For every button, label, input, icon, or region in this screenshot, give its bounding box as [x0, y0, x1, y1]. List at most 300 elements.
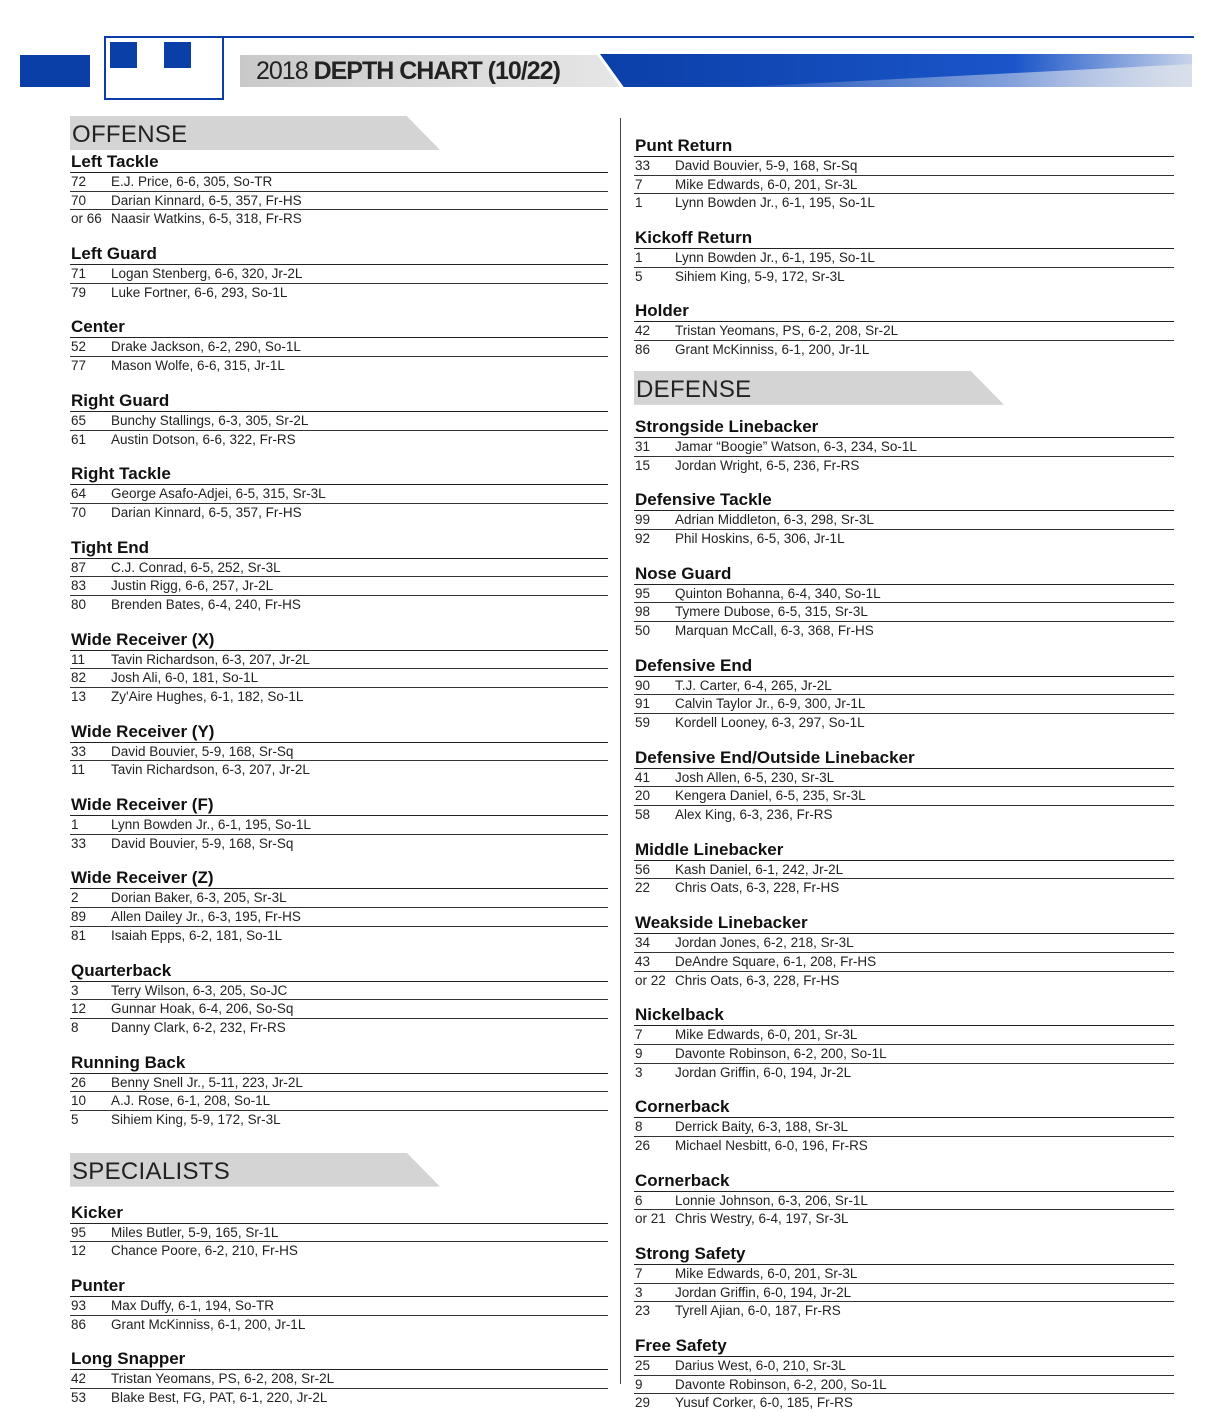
player-row	[70, 596, 608, 614]
position-title: Center	[70, 317, 608, 338]
player-row	[634, 934, 1174, 953]
player-row	[70, 1111, 608, 1129]
player-row	[70, 1389, 608, 1407]
position-title: Punt Return	[634, 136, 1174, 157]
player-info: Josh Ali, 6-0, 181, So-1L	[111, 670, 259, 686]
jersey-number: 20	[635, 788, 651, 804]
offense-section	[70, 116, 608, 1129]
jersey-number: 9	[635, 1376, 643, 1392]
section-header-specialists	[70, 1153, 608, 1187]
jersey-number: 8	[635, 1119, 643, 1135]
player-info: Jamar “Boogie” Watson, 6-3, 234, So-1L	[675, 438, 917, 454]
jersey-number: 80	[71, 596, 87, 612]
jersey-number: 3	[635, 1284, 643, 1300]
player-row	[70, 982, 608, 1001]
player-info: Yusuf Corker, 6-0, 185, Fr-RS	[675, 1395, 853, 1411]
player-info: Chance Poore, 6-2, 210, Fr-HS	[111, 1243, 298, 1259]
jersey-number: 12	[71, 1243, 87, 1259]
jersey-number: 34	[635, 935, 651, 951]
player-row	[634, 322, 1174, 341]
player-row	[634, 268, 1174, 286]
jersey-number: 22	[635, 880, 651, 896]
position-title: Wide Receiver (Z)	[70, 868, 608, 889]
player-info: Chris Westry, 6-4, 197, Sr-3L	[675, 1211, 849, 1227]
player-row	[634, 714, 1174, 732]
jersey-number: 90	[635, 677, 651, 693]
position-title: Long Snapper	[70, 1349, 608, 1370]
section-title: SPECIALISTS	[72, 1157, 231, 1185]
player-info: Chris Oats, 6-3, 228, Fr-HS	[675, 972, 840, 988]
player-row	[634, 1118, 1174, 1137]
player-row	[634, 787, 1174, 806]
player-row	[634, 530, 1174, 548]
position-block	[70, 630, 608, 706]
player-row	[70, 1092, 608, 1111]
player-info: Kash Daniel, 6-1, 242, Jr-2L	[675, 861, 844, 877]
jersey-number: 11	[71, 651, 86, 667]
player-info: Bunchy Stallings, 6-3, 305, Sr-2L	[111, 412, 309, 428]
position-title: Free Safety	[634, 1336, 1174, 1357]
player-info: Benny Snell Jr., 5-11, 223, Jr-2L	[111, 1074, 303, 1090]
jersey-number: 23	[635, 1303, 651, 1319]
player-row	[634, 176, 1174, 195]
jersey-number: 59	[635, 715, 651, 730]
player-info: Kengera Daniel, 6-5, 235, Sr-3L	[675, 788, 866, 804]
player-info: Logan Stenberg, 6-6, 320, Jr-2L	[111, 266, 303, 282]
header-accent-bar	[20, 55, 90, 87]
player-info: Blake Best, FG, PAT, 6-1, 220, Jr-2L	[111, 1390, 328, 1406]
jersey-number: 82	[71, 670, 87, 686]
checkerboard-logo-icon	[104, 36, 224, 100]
player-row	[70, 1019, 608, 1037]
position-title: Middle Linebacker	[634, 840, 1174, 861]
player-info: David Bouvier, 5-9, 168, Sr-Sq	[675, 158, 858, 173]
jersey-number: 58	[635, 807, 651, 823]
jersey-number: 70	[71, 192, 87, 208]
position-title: Defensive End/Outside Linebacker	[634, 748, 1174, 769]
player-row	[634, 603, 1174, 622]
player-info: Josh Allen, 6-5, 230, Sr-3L	[675, 769, 835, 785]
position-block	[70, 1053, 608, 1129]
player-info: Lynn Bowden Jr., 6-1, 195, So-1L	[675, 195, 875, 211]
position-title: Kicker	[70, 1203, 608, 1224]
position-block	[70, 391, 608, 448]
player-row	[70, 927, 608, 945]
position-block	[70, 795, 608, 852]
position-block	[70, 317, 608, 374]
player-info: Jordan Wright, 6-5, 236, Fr-RS	[675, 457, 860, 473]
player-info: Darian Kinnard, 6-5, 357, Fr-HS	[111, 192, 302, 208]
player-row	[70, 835, 608, 853]
position-title: Quarterback	[70, 961, 608, 982]
player-row	[70, 816, 608, 835]
player-info: Tristan Yeomans, PS, 6-2, 208, Sr-2L	[111, 1371, 335, 1387]
position-title: Weakside Linebacker	[634, 913, 1174, 934]
position-block	[634, 840, 1174, 897]
jersey-number: 83	[71, 578, 87, 594]
position-block	[634, 1005, 1174, 1081]
jersey-number: 77	[71, 358, 87, 374]
player-row	[70, 1297, 608, 1316]
player-row	[70, 1242, 608, 1260]
player-row	[70, 284, 608, 302]
position-title: Defensive End	[634, 656, 1174, 677]
player-info: T.J. Carter, 6-4, 265, Jr-2L	[675, 677, 832, 693]
position-title: Cornerback	[634, 1171, 1174, 1192]
player-info: Calvin Taylor Jr., 6-9, 300, Jr-1L	[675, 696, 866, 712]
player-row	[634, 861, 1174, 880]
jersey-number: or 22	[635, 972, 666, 988]
position-block	[634, 1097, 1174, 1154]
jersey-number: 50	[635, 622, 651, 638]
player-row	[634, 157, 1174, 176]
position-block	[634, 564, 1174, 640]
position-block	[634, 748, 1174, 824]
column-divider	[620, 118, 621, 1384]
specialists-section	[70, 1153, 608, 1407]
player-row	[634, 1376, 1174, 1395]
player-info: Phil Hoskins, 6-5, 306, Jr-1L	[675, 530, 845, 546]
jersey-number: 11	[71, 762, 86, 778]
player-info: Max Duffy, 6-1, 194, So-TR	[111, 1298, 275, 1313]
player-row	[70, 431, 608, 449]
player-info: David Bouvier, 5-9, 168, Sr-Sq	[111, 835, 294, 851]
player-info: David Bouvier, 5-9, 168, Sr-Sq	[111, 743, 294, 759]
jersey-number: 1	[635, 195, 643, 211]
player-info: Lynn Bowden Jr., 6-1, 195, So-1L	[675, 250, 875, 266]
position-title: Left Tackle	[70, 152, 608, 173]
player-row	[70, 173, 608, 192]
position-block	[634, 228, 1174, 285]
position-block	[70, 1203, 608, 1260]
return-positions	[634, 136, 1174, 359]
player-info: Darian Kinnard, 6-5, 357, Fr-HS	[111, 504, 302, 520]
jersey-number: 8	[71, 1019, 79, 1035]
player-info: Justin Rigg, 6-6, 257, Jr-2L	[111, 578, 274, 594]
player-info: Grant McKinniss, 6-1, 200, Jr-1L	[675, 342, 870, 358]
jersey-number: 29	[635, 1395, 651, 1411]
player-row	[70, 1316, 608, 1334]
player-row	[70, 651, 608, 670]
jersey-number: 99	[635, 512, 651, 528]
player-info: Jordan Jones, 6-2, 218, Sr-3L	[675, 935, 854, 951]
jersey-number: 86	[635, 342, 651, 358]
player-info: Sihiem King, 5-9, 172, Sr-3L	[675, 268, 845, 284]
player-row	[634, 1357, 1174, 1376]
position-title: Strongside Linebacker	[634, 417, 1174, 438]
jersey-number: 7	[635, 1266, 643, 1281]
player-info: Mike Edwards, 6-0, 201, Sr-3L	[675, 1027, 858, 1043]
jersey-number: 65	[71, 412, 87, 428]
position-block	[634, 490, 1174, 547]
section-header-offense	[70, 116, 608, 150]
jersey-number: 98	[635, 604, 651, 620]
jersey-number: 42	[635, 323, 651, 339]
jersey-number: 2	[71, 890, 79, 906]
section-header-defense	[634, 371, 1174, 405]
player-row	[634, 438, 1174, 457]
player-info: Tymere Dubose, 6-5, 315, Sr-3L	[675, 604, 868, 620]
player-info: Mike Edwards, 6-0, 201, Sr-3L	[675, 176, 858, 192]
position-title: Kickoff Return	[634, 228, 1174, 249]
position-block	[634, 1336, 1174, 1412]
player-info: Tavin Richardson, 6-3, 207, Jr-2L	[111, 651, 310, 667]
player-info: Jordan Griffin, 6-0, 194, Jr-2L	[675, 1284, 852, 1300]
position-block	[70, 538, 608, 614]
player-info: Brenden Bates, 6-4, 240, Fr-HS	[111, 596, 301, 612]
position-block	[70, 1349, 608, 1406]
position-title: Punter	[70, 1276, 608, 1297]
player-row	[634, 1045, 1174, 1064]
player-info: C.J. Conrad, 6-5, 252, Sr-3L	[111, 559, 281, 575]
player-info: Mason Wolfe, 6-6, 315, Jr-1L	[111, 358, 285, 374]
position-block	[70, 722, 608, 779]
jersey-number: 95	[71, 1224, 87, 1240]
jersey-number: 33	[71, 835, 87, 851]
jersey-number: 92	[635, 530, 651, 546]
player-row	[70, 761, 608, 779]
jersey-number: 41	[635, 769, 651, 785]
header-rule	[224, 36, 1194, 38]
jersey-number: 10	[71, 1093, 87, 1109]
player-row	[634, 1394, 1174, 1412]
player-row	[634, 1064, 1174, 1082]
player-row	[634, 511, 1174, 530]
jersey-number: 26	[71, 1074, 87, 1090]
player-info: Grant McKinniss, 6-1, 200, Jr-1L	[111, 1316, 306, 1332]
position-block	[70, 464, 608, 521]
player-row	[634, 1137, 1174, 1155]
player-info: Tristan Yeomans, PS, 6-2, 208, Sr-2L	[675, 323, 899, 339]
player-row	[70, 669, 608, 688]
jersey-number: 33	[635, 158, 651, 173]
player-row	[634, 1284, 1174, 1303]
player-info: Lonnie Johnson, 6-3, 206, Sr-1L	[675, 1192, 868, 1208]
page-title	[256, 57, 560, 86]
player-info: Zy'Aire Hughes, 6-1, 182, So-1L	[111, 689, 304, 704]
offense-positions	[70, 152, 608, 1129]
jersey-number: 91	[635, 696, 651, 712]
position-block	[634, 656, 1174, 732]
player-info: Dorian Baker, 6-3, 205, Sr-3L	[111, 890, 287, 906]
player-row	[634, 1210, 1174, 1228]
player-row	[634, 1265, 1174, 1284]
player-row	[634, 1302, 1174, 1320]
player-row	[634, 806, 1174, 824]
jersey-number: 93	[71, 1298, 87, 1313]
player-row	[70, 412, 608, 431]
jersey-number: 31	[635, 438, 651, 454]
jersey-number: 13	[71, 689, 87, 704]
player-row	[634, 879, 1174, 897]
player-info: Tyrell Ajian, 6-0, 187, Fr-RS	[675, 1303, 841, 1319]
player-info: Michael Nesbitt, 6-0, 196, Fr-RS	[675, 1137, 868, 1153]
player-row	[634, 953, 1174, 972]
player-info: Davonte Robinson, 6-2, 200, So-1L	[675, 1376, 887, 1392]
position-block	[70, 152, 608, 228]
jersey-number: 70	[71, 504, 87, 520]
player-row	[70, 889, 608, 908]
jersey-number: 5	[635, 268, 643, 284]
player-info: A.J. Rose, 6-1, 208, So-1L	[111, 1093, 271, 1109]
player-info: DeAndre Square, 6-1, 208, Fr-HS	[675, 953, 877, 969]
jersey-number: 43	[635, 953, 651, 969]
player-info: Jordan Griffin, 6-0, 194, Jr-2L	[675, 1064, 852, 1080]
jersey-number: 64	[71, 486, 87, 502]
section-title: DEFENSE	[636, 375, 752, 403]
player-row	[634, 677, 1174, 696]
jersey-number: 15	[635, 457, 651, 473]
player-row	[634, 1026, 1174, 1045]
player-row	[70, 743, 608, 762]
player-info: Davonte Robinson, 6-2, 200, So-1L	[675, 1045, 887, 1061]
jersey-number: 53	[71, 1390, 87, 1406]
player-row	[70, 1370, 608, 1389]
specialists-positions	[70, 1203, 608, 1407]
player-info: Austin Dotson, 6-6, 322, Fr-RS	[111, 431, 296, 447]
player-info: Chris Oats, 6-3, 228, Fr-HS	[675, 880, 840, 896]
position-title: Right Guard	[70, 391, 608, 412]
player-row	[70, 265, 608, 284]
jersey-number: 87	[71, 559, 87, 575]
player-row	[70, 192, 608, 211]
player-row	[634, 1192, 1174, 1211]
jersey-number: 7	[635, 1027, 643, 1043]
player-info: George Asafo-Adjei, 6-5, 315, Sr-3L	[111, 486, 326, 502]
player-info: Miles Butler, 5-9, 165, Sr-1L	[111, 1224, 279, 1240]
jersey-number: 12	[71, 1001, 87, 1017]
player-info: Derrick Baity, 6-3, 188, Sr-3L	[675, 1119, 849, 1135]
jersey-number: 79	[71, 284, 87, 300]
jersey-number: 3	[71, 982, 79, 998]
player-row	[70, 504, 608, 522]
jersey-number: 9	[635, 1045, 643, 1061]
jersey-number: 81	[71, 927, 87, 943]
position-block	[634, 417, 1174, 474]
player-row	[634, 194, 1174, 212]
player-info: Gunnar Hoak, 6-4, 206, So-Sq	[111, 1001, 294, 1017]
player-row	[634, 769, 1174, 788]
player-info: Luke Fortner, 6-6, 293, So-1L	[111, 284, 288, 300]
jersey-number: 72	[71, 174, 87, 189]
jersey-number: 89	[71, 909, 87, 925]
jersey-number: 95	[635, 585, 651, 601]
player-info: Naasir Watkins, 6-5, 318, Fr-RS	[111, 211, 302, 227]
player-info: Lynn Bowden Jr., 6-1, 195, So-1L	[111, 817, 311, 833]
player-row	[70, 1000, 608, 1019]
player-info: E.J. Price, 6-6, 305, So-TR	[111, 174, 273, 189]
position-title: Holder	[634, 301, 1174, 322]
left-column	[70, 116, 608, 1407]
position-title: Wide Receiver (F)	[70, 795, 608, 816]
player-row	[634, 972, 1174, 990]
title-main: DEPTH CHART (10/22)	[313, 57, 560, 85]
position-title: Tight End	[70, 538, 608, 559]
player-row	[70, 908, 608, 927]
right-column	[634, 136, 1174, 1412]
position-title: Strong Safety	[634, 1244, 1174, 1265]
player-info: Marquan McCall, 6-3, 368, Fr-HS	[675, 622, 874, 638]
player-row	[634, 249, 1174, 268]
jersey-number: 1	[71, 817, 79, 833]
position-block	[70, 868, 608, 944]
jersey-number: 33	[71, 743, 87, 759]
position-title: Left Guard	[70, 244, 608, 265]
jersey-number: or 66	[71, 211, 102, 227]
position-title: Nose Guard	[634, 564, 1174, 585]
jersey-number: 26	[635, 1137, 651, 1153]
defense-positions	[634, 417, 1174, 1412]
defense-section	[634, 371, 1174, 1412]
player-info: Isaiah Epps, 6-2, 181, So-1L	[111, 927, 283, 943]
player-row	[70, 485, 608, 504]
player-info: Terry Wilson, 6-3, 205, So-JC	[111, 982, 288, 998]
jersey-number: 25	[635, 1358, 651, 1374]
position-title: Wide Receiver (Y)	[70, 722, 608, 743]
player-row	[70, 338, 608, 357]
jersey-number: 6	[635, 1192, 643, 1208]
player-info: Kordell Looney, 6-3, 297, So-1L	[675, 715, 865, 730]
jersey-number: 7	[635, 176, 643, 192]
jersey-number: 52	[71, 339, 87, 355]
position-block	[634, 913, 1174, 989]
player-info: Tavin Richardson, 6-3, 207, Jr-2L	[111, 762, 310, 778]
player-info: Sihiem King, 5-9, 172, Sr-3L	[111, 1111, 281, 1127]
player-info: Darius West, 6-0, 210, Sr-3L	[675, 1358, 846, 1374]
jersey-number: or 21	[635, 1211, 666, 1227]
player-row	[70, 1224, 608, 1243]
player-row	[634, 457, 1174, 475]
player-info: Quinton Bohanna, 6-4, 340, So-1L	[675, 585, 881, 601]
jersey-number: 1	[635, 250, 643, 266]
jersey-number: 5	[71, 1111, 79, 1127]
title-year: 2018	[256, 57, 308, 85]
player-row	[70, 688, 608, 706]
position-title: Defensive Tackle	[634, 490, 1174, 511]
player-row	[634, 341, 1174, 359]
player-row	[70, 210, 608, 228]
jersey-number: 61	[71, 431, 87, 447]
player-info: Mike Edwards, 6-0, 201, Sr-3L	[675, 1266, 858, 1281]
position-title: Wide Receiver (X)	[70, 630, 608, 651]
position-block	[634, 301, 1174, 358]
player-row	[634, 695, 1174, 714]
jersey-number: 86	[71, 1316, 87, 1332]
player-row	[70, 1074, 608, 1093]
player-row	[634, 585, 1174, 604]
jersey-number: 56	[635, 861, 651, 877]
position-block	[70, 244, 608, 301]
jersey-number: 3	[635, 1064, 643, 1080]
jersey-number: 71	[71, 266, 87, 282]
jersey-number: 42	[71, 1371, 87, 1387]
position-title: Running Back	[70, 1053, 608, 1074]
position-title: Nickelback	[634, 1005, 1174, 1026]
position-block	[634, 1171, 1174, 1228]
section-title: OFFENSE	[72, 121, 188, 148]
position-block	[634, 136, 1174, 212]
position-block	[70, 1276, 608, 1333]
player-info: Adrian Middleton, 6-3, 298, Sr-3L	[675, 512, 874, 528]
player-info: Alex King, 6-3, 236, Fr-RS	[675, 807, 833, 823]
player-row	[634, 622, 1174, 640]
position-title: Right Tackle	[70, 464, 608, 485]
player-row	[70, 357, 608, 375]
player-row	[70, 577, 608, 596]
player-info: Danny Clark, 6-2, 232, Fr-RS	[111, 1019, 286, 1035]
position-block	[70, 961, 608, 1037]
position-title: Cornerback	[634, 1097, 1174, 1118]
